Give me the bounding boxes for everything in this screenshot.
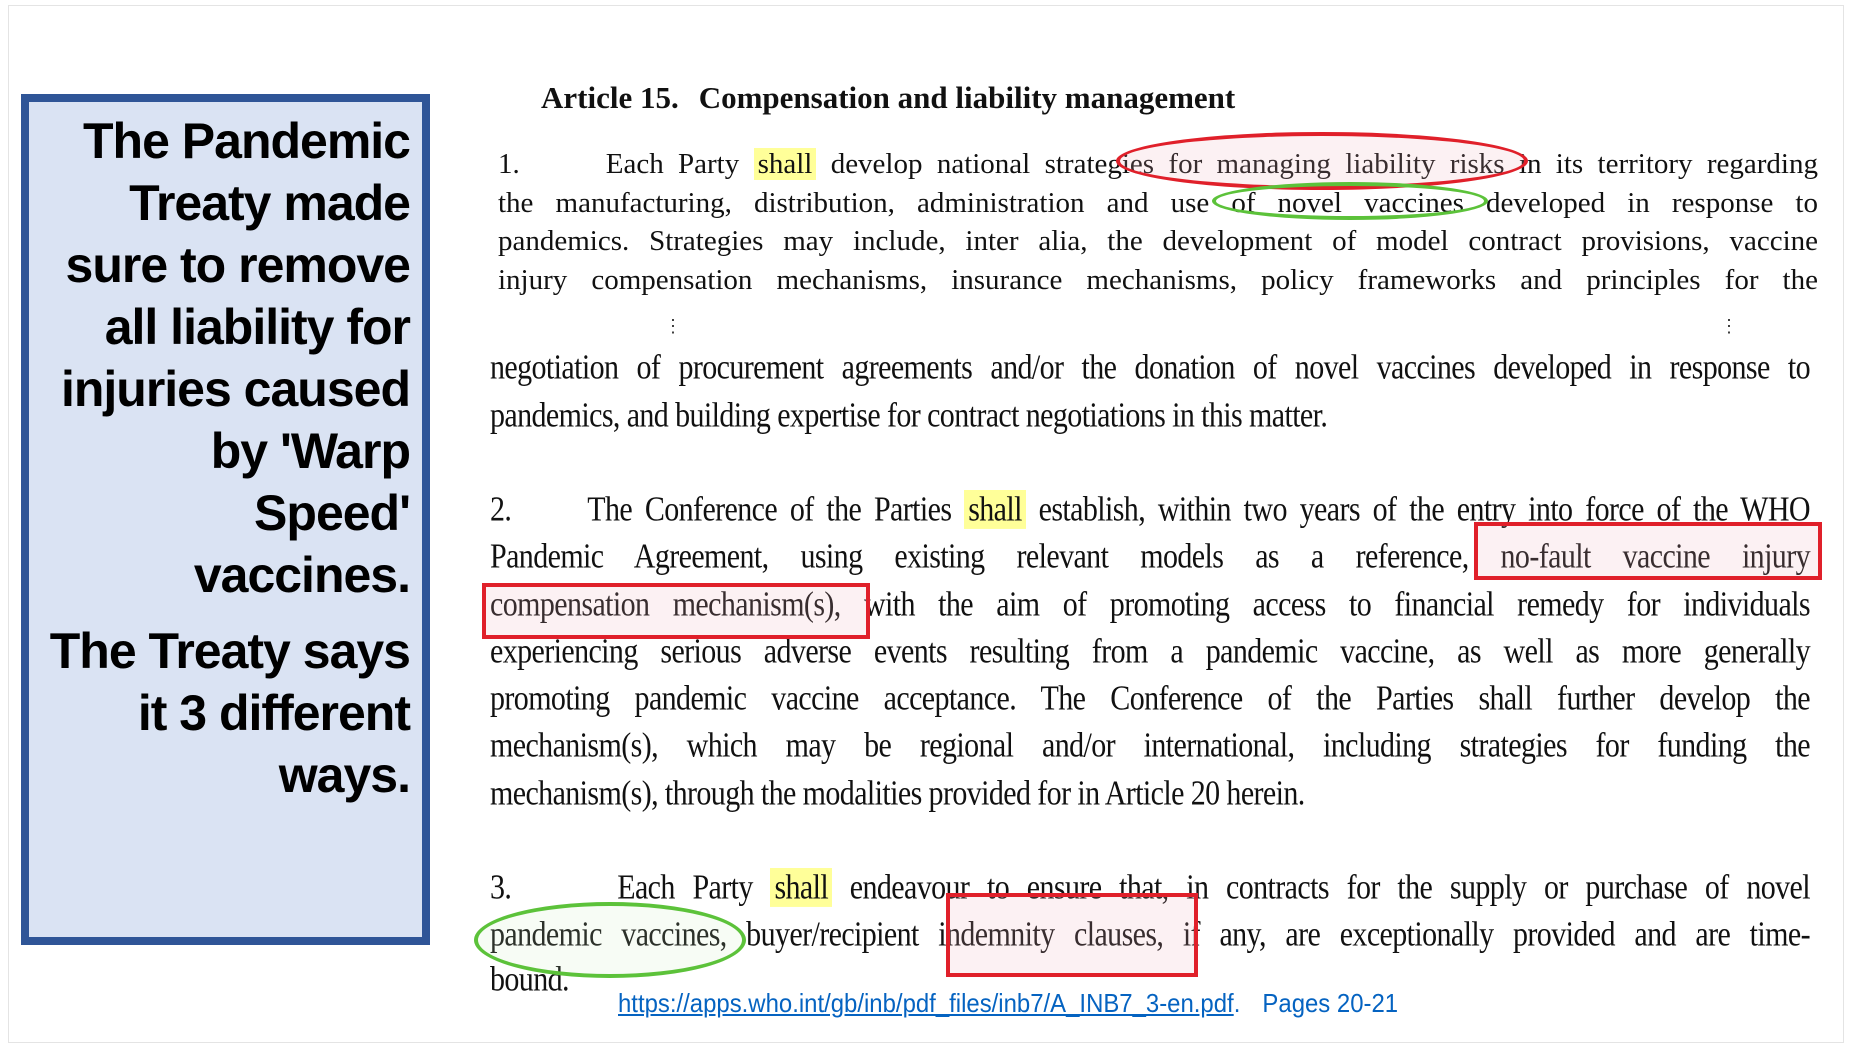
para2-line: [490, 585, 1810, 625]
text-segment: mechanism(s), which may be regional and/or international, including strategies for funding the: [490, 726, 1810, 765]
commentary-line: injuries caused: [60, 361, 410, 417]
text-segment: Pandemic Agreement, using existing relevant models as a reference, no-fault vaccine injury: [490, 537, 1810, 576]
highlighted-word: shall: [964, 490, 1026, 529]
text-segment: 1. Each Party: [498, 148, 754, 180]
text-segment: injury compensation mechanisms, insurance mechanisms, policy frameworks and principles for the: [498, 264, 1818, 296]
highlighted-word: shall: [770, 868, 832, 907]
para2-line: [490, 490, 1810, 530]
text-segment: endeavour to ensure that, in contracts for the supply or purchase of novel: [832, 868, 1810, 907]
article-title: [541, 80, 1255, 116]
spacer: [50, 606, 410, 620]
article-number: Article 15.: [541, 80, 679, 115]
commentary-line: Treaty made: [129, 175, 410, 231]
text-segment: compensation mechanism(s), with the aim of promoting access to financial remedy for individuals: [490, 585, 1810, 624]
para3-line: [490, 915, 1810, 955]
text-segment: pandemics. Strategies may include, inter alia, the development of model contract provisions, vaccine: [498, 225, 1818, 257]
text-segment: experiencing serious adverse events resulting from a pandemic vaccine, as well as more generally: [490, 632, 1810, 671]
para2-line: [490, 632, 1810, 672]
para2-line: [490, 679, 1810, 719]
commentary-line: vaccines.: [193, 547, 410, 603]
highlighted-word: shall: [754, 148, 817, 180]
commentary-line: by 'Warp: [210, 423, 410, 479]
para2-line: [490, 774, 1810, 814]
article-heading: Compensation and liability management: [698, 80, 1236, 115]
commentary-line: The Pandemic: [83, 113, 410, 169]
link-period: .: [1233, 988, 1241, 1018]
commentary-line: sure to remove: [65, 237, 410, 293]
text-segment: pandemics, and building expertise for contract negotiations in this matter.: [490, 396, 1328, 435]
para1-line: [498, 187, 1818, 220]
para2-line: [490, 726, 1810, 766]
pages-reference: Pages 20-21: [1262, 988, 1399, 1018]
page-break-dot: ⋮: [664, 316, 682, 336]
commentary-line: ways.: [278, 747, 410, 803]
para1b-line: [490, 348, 1810, 388]
text-segment: the manufacturing, distribution, administration and use of novel vaccines developed in response to: [498, 187, 1818, 219]
source-link[interactable]: https://apps.who.int/gb/inb/pdf_files/inb7/A_INB7_3-en.pdf: [618, 988, 1234, 1018]
para1-line: [498, 225, 1818, 258]
page-break-dot: ⋮: [1720, 316, 1738, 336]
source-citation: [618, 988, 1398, 1019]
text-segment: develop national strategies for managing liability risks in its territory regarding: [816, 148, 1818, 180]
para2-line: [490, 537, 1810, 577]
para1-line: [498, 264, 1818, 297]
text-segment: 3. Each Party: [490, 868, 771, 907]
para3-line: [490, 868, 1810, 908]
para1b-line: [490, 396, 1810, 436]
text-segment: pandemic vaccines, buyer/recipient indemnity clauses, if any, are exceptionally provided and are time-: [490, 915, 1810, 954]
text-segment: 2. The Conference of the Parties: [490, 490, 965, 529]
text-segment: negotiation of procurement agreements and/or the donation of novel vaccines developed in response to: [490, 348, 1810, 387]
para1-line: [498, 148, 1818, 181]
commentary-line: all liability for: [104, 299, 410, 355]
text-segment: promoting pandemic vaccine acceptance. The Conference of the Parties shall further develop the: [490, 679, 1810, 718]
text-segment: bound.: [490, 960, 569, 999]
commentary-text: [50, 110, 410, 806]
commentary-line: The Treaty says: [49, 623, 410, 679]
commentary-line: Speed': [254, 485, 410, 541]
text-segment: establish, within two years of the entry into force of the WHO: [1025, 490, 1810, 529]
commentary-line: it 3 different: [137, 685, 410, 741]
text-segment: mechanism(s), through the modalities provided for in Article 20 herein.: [490, 774, 1305, 813]
commentary-box: [21, 94, 430, 945]
